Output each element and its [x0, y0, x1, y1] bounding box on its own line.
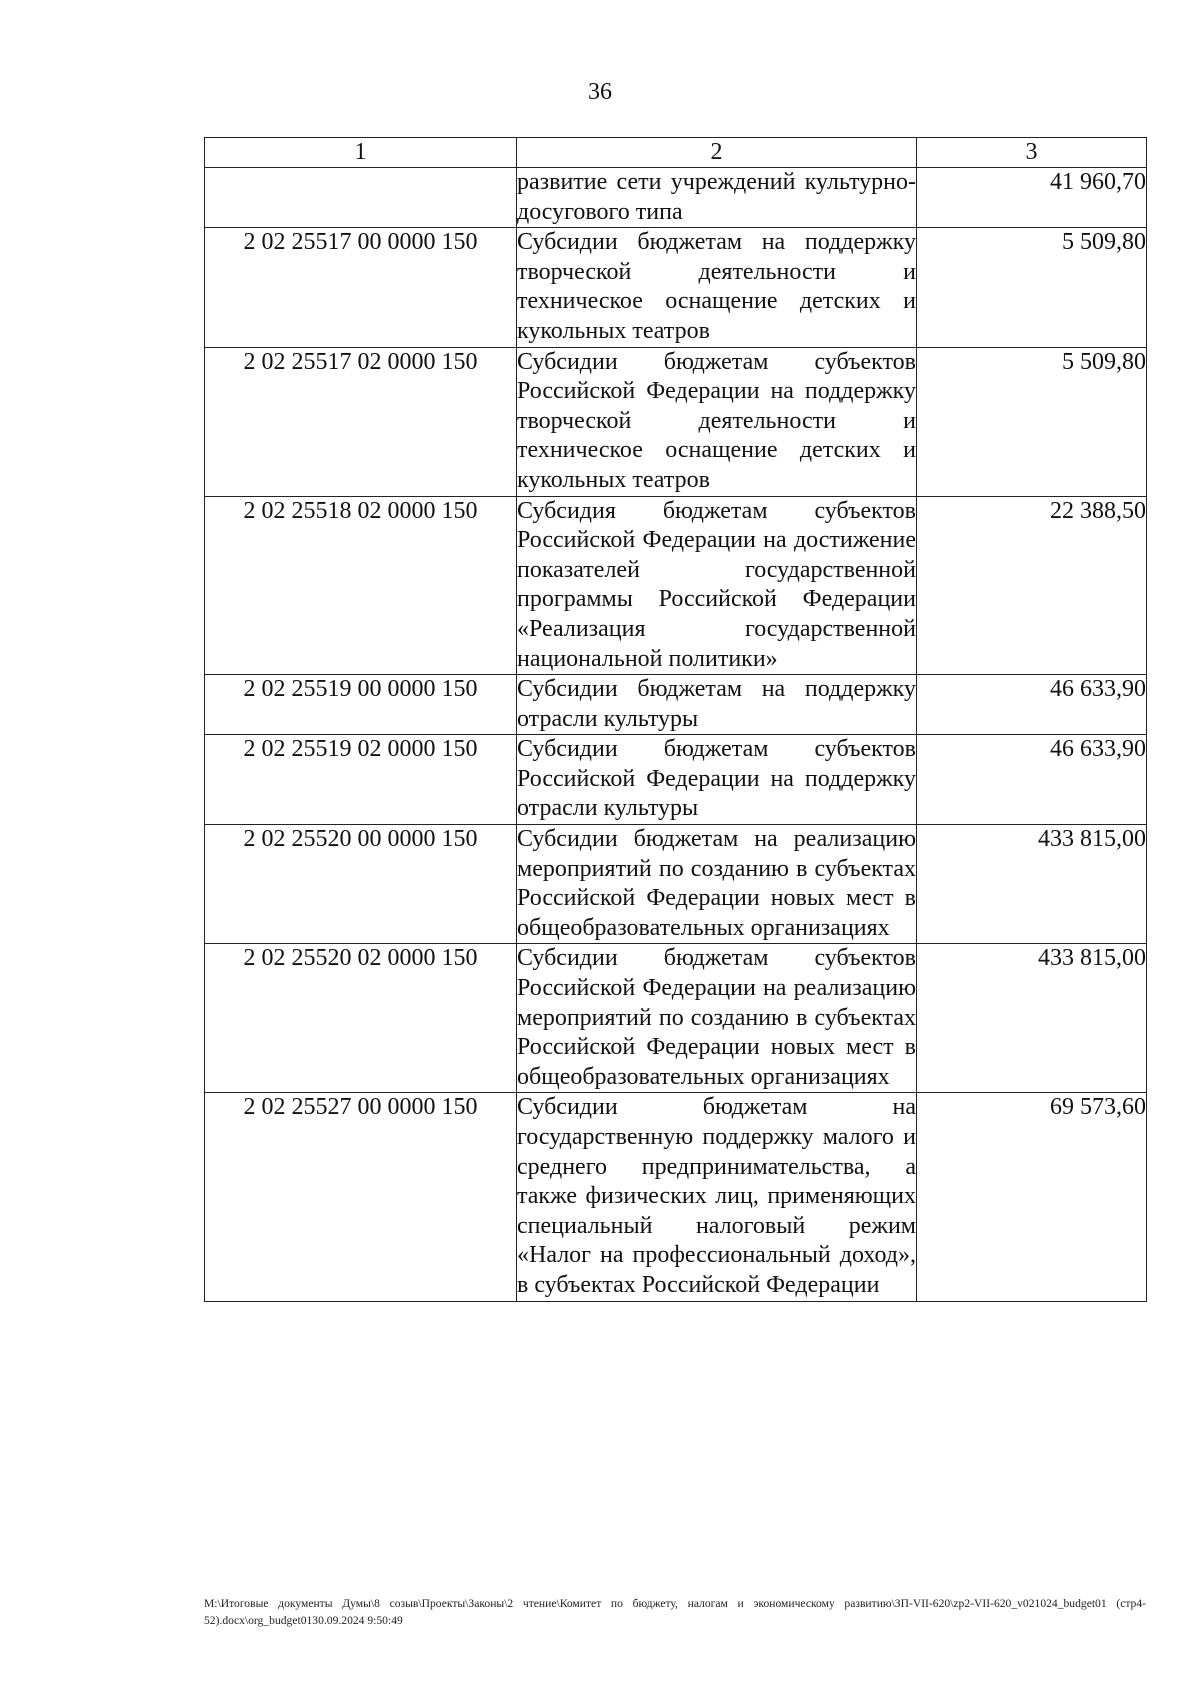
table-row: [205, 675, 1147, 735]
row-description: Субсидия бюджетам субъектов Российской Федерации на достижение показателей государственной программы Российской Федерации «Реализация государственной национальной политики»: [517, 496, 917, 675]
row-code: 2 02 25518 02 0000 150: [205, 496, 517, 675]
row-code: 2 02 25520 02 0000 150: [205, 944, 517, 1093]
row-amount: 5 509,80: [917, 347, 1147, 496]
row-code: 2 02 25519 00 0000 150: [205, 675, 517, 735]
table-header-row: [205, 138, 1147, 168]
table-row: [205, 944, 1147, 1093]
row-description: Субсидии бюджетам на поддержку творческой деятельности и техническое оснащение детских и кукольных театров: [517, 228, 917, 347]
row-description: Субсидии бюджетам субъектов Российской Федерации на поддержку отрасли культуры: [517, 735, 917, 825]
table-row: [205, 168, 1147, 228]
table-row: [205, 347, 1147, 496]
row-code: [205, 168, 517, 228]
table-row: [205, 825, 1147, 944]
row-amount: 46 633,90: [917, 675, 1147, 735]
row-description: Субсидии бюджетам субъектов Российской Федерации на реализацию мероприятий по созданию в субъектах Российской Федерации новых мест в общеобразовательных организациях: [517, 944, 917, 1093]
column-header-description: 2: [517, 138, 917, 168]
page-number: 36: [588, 79, 612, 105]
row-code: 2 02 25520 00 0000 150: [205, 825, 517, 944]
row-amount: 433 815,00: [917, 944, 1147, 1093]
row-amount: 69 573,60: [917, 1093, 1147, 1301]
row-description: Субсидии бюджетам на реализацию мероприятий по созданию в субъектах Российской Федерации новых мест в общеобразовательных организациях: [517, 825, 917, 944]
row-amount: 41 960,70: [917, 168, 1147, 228]
footer-file-path: M:\Итоговые документы Думы\8 созыв\Проекты\Законы\2 чтение\Комитет по бюджету, налогам и экономическому развитию\ЗП-VII-620\zp2-VII-620_v021024_budget01 (стр4-52).docx\org_budget0130.09.2024 9:50:49: [204, 1597, 1146, 1627]
row-code: 2 02 25517 00 0000 150: [205, 228, 517, 347]
table-row: [205, 1093, 1147, 1301]
row-code: 2 02 25519 02 0000 150: [205, 735, 517, 825]
row-code: 2 02 25517 02 0000 150: [205, 347, 517, 496]
row-code: 2 02 25527 00 0000 150: [205, 1093, 517, 1301]
table-row: [205, 228, 1147, 347]
column-header-code: 1: [205, 138, 517, 168]
table-row: [205, 735, 1147, 825]
row-description: Субсидии бюджетам на государственную поддержку малого и среднего предпринимательства, а также физических лиц, применяющих специальный налоговый режим «Налог на профессиональный доход», в субъектах Российской Федерации: [517, 1093, 917, 1301]
row-description: развитие сети учреждений культурно-досугового типа: [517, 168, 917, 228]
row-amount: 433 815,00: [917, 825, 1147, 944]
row-amount: 46 633,90: [917, 735, 1147, 825]
row-description: Субсидии бюджетам на поддержку отрасли культуры: [517, 675, 917, 735]
table-row: [205, 496, 1147, 675]
row-amount: 5 509,80: [917, 228, 1147, 347]
row-description: Субсидии бюджетам субъектов Российской Федерации на поддержку творческой деятельности и техническое оснащение детских и кукольных театров: [517, 347, 917, 496]
row-amount: 22 388,50: [917, 496, 1147, 675]
budget-table: [204, 137, 1147, 1302]
column-header-amount: 3: [917, 138, 1147, 168]
